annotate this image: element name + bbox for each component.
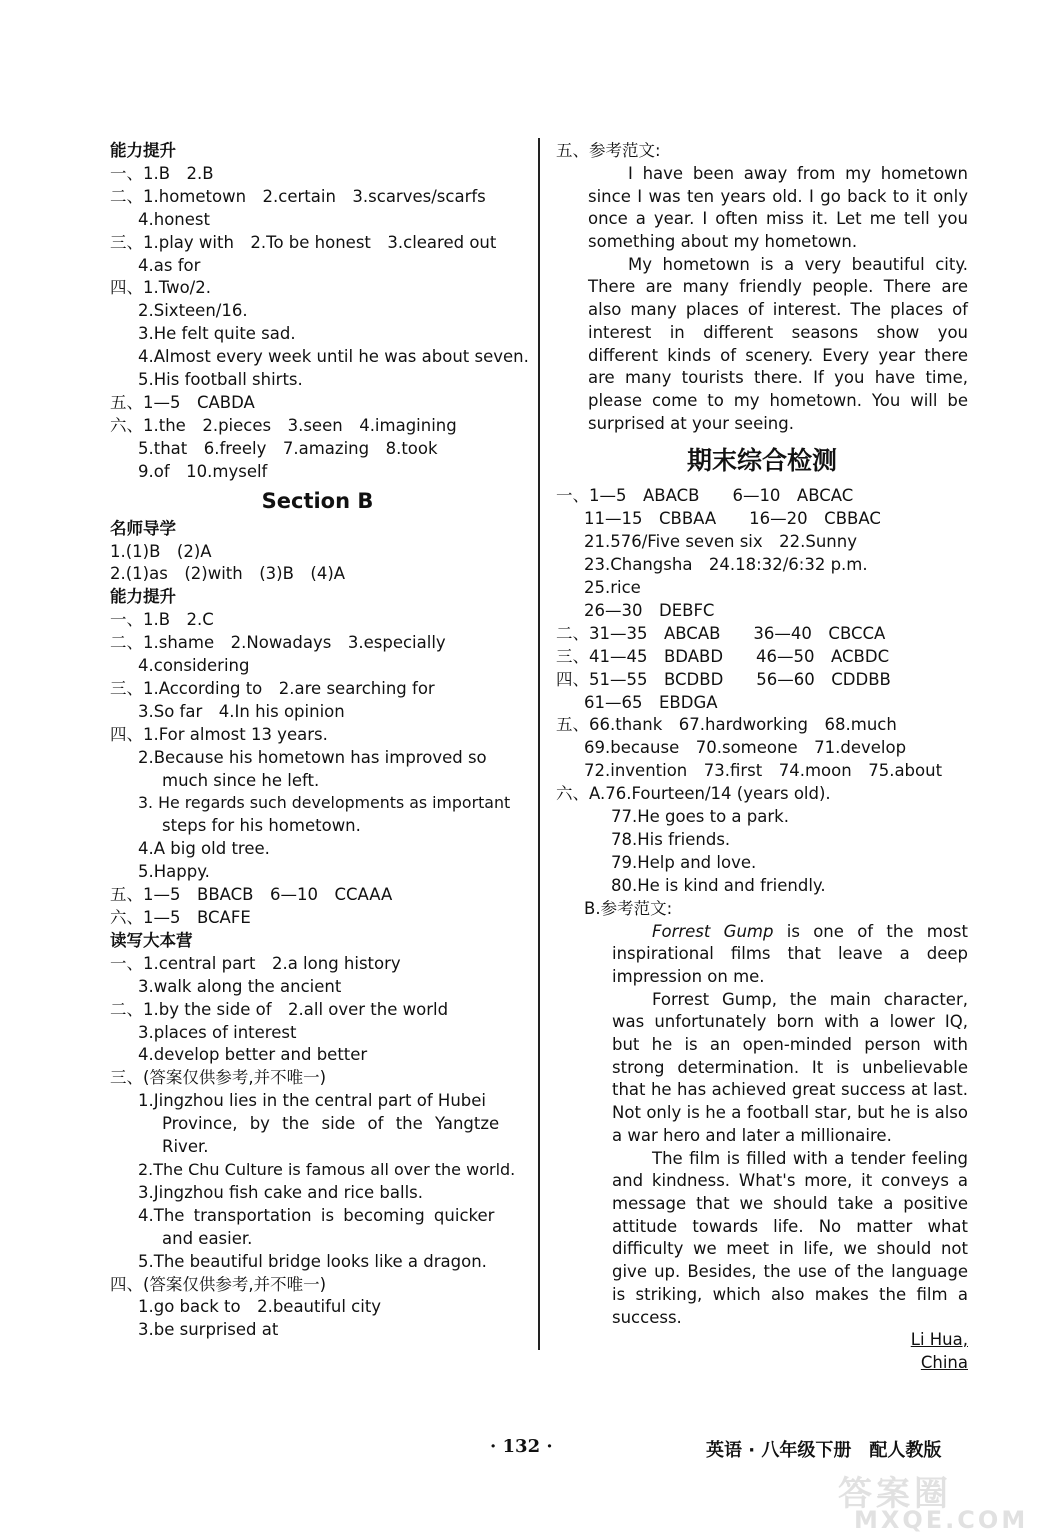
answer-line: 4.The transportation is becoming quicker	[138, 1205, 495, 1225]
answer-line: 5.The beautiful bridge looks like a dragon.	[138, 1251, 487, 1271]
answer-line: 2.Because his hometown has improved so	[138, 747, 487, 767]
answer-line: 一、1—5 ABACB 6—10 ABCAC	[556, 486, 854, 506]
answer-line: 5.that 6.freely 7.amazing 8.took	[138, 438, 438, 458]
answer-line: B.参考范文:	[584, 898, 673, 918]
answer-line: 四、1.For almost 13 years.	[110, 724, 328, 744]
answer-line: River.	[162, 1137, 209, 1157]
answer-line: 三、1.According to 2.are searching for	[110, 678, 435, 698]
answer-line: 3.places of interest	[138, 1022, 297, 1042]
page-footer	[0, 1436, 1039, 1464]
answer-line: 二、31—35 ABCAB 36—40 CBCCA	[556, 623, 886, 643]
answer-line: 3. He regards such developments as important	[138, 793, 511, 813]
film-title: Forrest Gump	[652, 921, 774, 941]
answer-line: 四、51—55 BCDBD 56—60 CDDBB	[556, 669, 891, 689]
answer-line: 5.Happy.	[138, 862, 210, 882]
answer-line: 79.Help and love.	[611, 852, 757, 872]
model-essay	[556, 163, 968, 435]
answer-line: 9.of 10.myself	[138, 461, 268, 481]
answer-line: 1.(1)B (2)A	[110, 541, 212, 561]
answer-line: 2.(1)as (2)with (3)B (4)A	[110, 564, 346, 584]
answer-line: 2.Sixteen/16.	[138, 301, 248, 321]
answer-line: 4.as for	[138, 255, 201, 275]
essay-paragraph: The film is filled with a tender feeling and kindness. What's more, it conveys a message that we should take a positive attitude towards life. No matter what difficulty we meet in life, we should not give up. Besides, the use of the language is striking, which also makes the film a success.	[612, 1148, 968, 1327]
answer-line: 五、1—5 BBACB 6—10 CCAAA	[110, 885, 393, 905]
category-heading: 读写大本营	[110, 930, 193, 950]
signature-place: China	[920, 1352, 968, 1372]
essay-paragraph: My hometown is a very beautiful city. There are many friendly people. There are also many places of interest. The places of interest in different seasons show you different kinds of scenery. Every year there are many tourists there. If you have time, please come to my hometown. You will be surprised at your seeing.	[588, 254, 968, 433]
answer-line: steps for his hometown.	[162, 816, 361, 836]
watermark-logo	[838, 1466, 1038, 1534]
answer-line: 二、1.hometown 2.certain 3.scarves/scarfs	[110, 186, 486, 206]
answer-line: 五、参考范文:	[556, 141, 661, 160]
answer-line: 23.Changsha 24.18:32/6:32 p.m.	[584, 555, 868, 575]
category-heading: 名师导学	[110, 518, 176, 538]
column-divider	[538, 138, 540, 1350]
answer-line: 一、1.central part 2.a long history	[110, 953, 401, 973]
answer-line: 3.be surprised at	[138, 1320, 279, 1340]
answer-line: 3.walk along the ancient	[138, 976, 342, 996]
answer-line: 4.A big old tree.	[138, 839, 270, 859]
essay-text: is one of the most inspirational films that leave a deep impression on me.	[612, 921, 968, 986]
page-number: · 132 ·	[490, 1436, 553, 1457]
section-title: Section B	[261, 488, 374, 513]
answer-line: 三、41—45 BDABD 46—50 ACBDC	[556, 646, 890, 666]
answer-line: 26—30 DEBFC	[584, 600, 715, 620]
answer-line: 69.because 70.someone 71.develop	[584, 738, 907, 758]
answer-line: 3.So far 4.In his opinion	[138, 701, 345, 721]
answer-line: 三、(答案仅供参考,并不唯一)	[110, 1068, 327, 1088]
answer-line: 二、1.shame 2.Nowadays 3.especially	[110, 633, 446, 653]
answer-line: 72.invention 73.first 74.moon 75.about	[584, 761, 943, 781]
answer-line: 3.Jingzhou fish cake and rice balls.	[138, 1182, 423, 1202]
answer-line: 25.rice	[584, 577, 641, 597]
answer-line: 4.Almost every week until he was about seven.	[138, 347, 529, 367]
answer-line: 五、1—5 CABDA	[110, 392, 255, 412]
answer-line: 四、(答案仅供参考,并不唯一)	[110, 1274, 327, 1294]
answer-line: 5.His football shirts.	[138, 370, 303, 390]
answer-line: much since he left.	[162, 770, 320, 790]
answer-line: 80.He is kind and friendly.	[611, 875, 826, 895]
answer-line: 一、1.B 2.B	[110, 163, 214, 183]
answer-line: 2.The Chu Culture is famous all over the world.	[138, 1159, 516, 1179]
answer-line: 一、1.B 2.C	[110, 610, 214, 630]
exam-title: 期末综合检测	[686, 446, 837, 476]
essay-paragraph	[612, 921, 968, 989]
answer-line: 78.His friends.	[611, 829, 731, 849]
category-heading: 能力提升	[110, 141, 176, 160]
answer-line: 六、1—5 BCAFE	[110, 908, 251, 927]
answer-line: 21.576/Five seven six 22.Sunny	[584, 532, 857, 552]
signature-name: Li Hua,	[910, 1330, 968, 1350]
answer-line: 77.He goes to a park.	[611, 807, 789, 827]
answer-line: 六、A.76.Fourteen/14 (years old).	[556, 784, 831, 804]
answer-line: 61—65 EBDGA	[584, 692, 718, 712]
essay-paragraph: I have been away from my hometown since I was ten years old. I go back to it only once a year. I often miss it. Let me tell you something about my hometown.	[588, 163, 968, 252]
answer-line: 二、1.by the side of 2.all over the world	[110, 999, 449, 1019]
left-column	[110, 140, 529, 1342]
answer-line: 4.considering	[138, 656, 250, 676]
model-essay	[556, 921, 968, 1330]
book-info: 英语 · 八年级下册 配人教版	[706, 1440, 942, 1461]
essay-paragraph: Forrest Gump, the main character, was unfortunately born with a lower IQ, but he is an open-minded person with strong determination. It is unbelievable that he has achieved great success at last. Not only is he a football star, but he is also a war hero and later a millionaire.	[612, 989, 968, 1145]
answer-line: 4.honest	[138, 209, 210, 229]
watermark-url: MXQE.COM	[854, 1506, 1029, 1534]
category-heading: 能力提升	[110, 587, 176, 607]
answer-line: 1.go back to 2.beautiful city	[138, 1297, 382, 1317]
answer-line: 4.develop better and better	[138, 1045, 368, 1065]
answer-line: and easier.	[162, 1228, 253, 1248]
answer-line: 3.He felt quite sad.	[138, 324, 296, 344]
watermark-text: 答案圈	[838, 1474, 952, 1514]
answer-line: 11—15 CBBAA 16—20 CBBAC	[584, 509, 881, 529]
answer-line: 五、66.thank 67.hardworking 68.much	[556, 715, 897, 735]
answer-line: 三、1.play with 2.To be honest 3.cleared out	[110, 232, 497, 252]
answer-line: Province, by the side of the Yangtze	[162, 1114, 500, 1134]
answer-line: 1.Jingzhou lies in the central part of Hubei	[138, 1091, 486, 1111]
answer-line: 四、1.Two/2.	[110, 278, 211, 298]
right-column	[556, 140, 968, 1374]
answer-line: 六、1.the 2.pieces 3.seen 4.imagining	[110, 415, 457, 435]
